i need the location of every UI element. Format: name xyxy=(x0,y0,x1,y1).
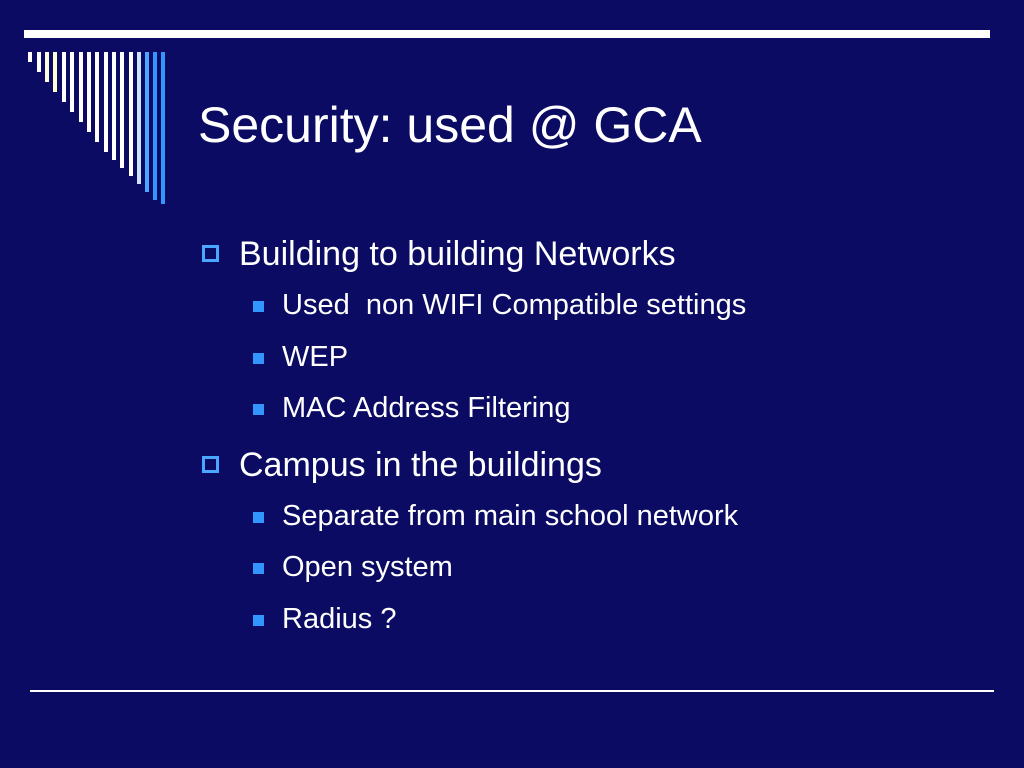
stripe xyxy=(145,52,149,192)
stripe xyxy=(70,52,74,112)
stripe xyxy=(79,52,83,122)
stripe xyxy=(153,52,157,200)
bullet-level2 xyxy=(200,280,990,332)
top-rule xyxy=(24,30,990,38)
bullet-level2 xyxy=(200,332,990,384)
bottom-rule xyxy=(30,690,994,692)
bullet-text: MAC Address Filtering xyxy=(282,392,571,424)
bullet-level2 xyxy=(200,383,990,435)
bullet-level1 xyxy=(200,439,990,491)
stripe xyxy=(120,52,124,168)
bullet-list xyxy=(200,228,990,645)
bullet-heading: Building to building Networks xyxy=(239,235,676,273)
bullet-text: Used non WIFI Compatible settings xyxy=(282,289,747,321)
filled-square-icon xyxy=(253,512,264,523)
hollow-square-icon xyxy=(202,456,219,473)
stripe xyxy=(112,52,116,160)
stripe xyxy=(137,52,141,184)
bullet-level1 xyxy=(200,228,990,280)
bullet-level2 xyxy=(200,491,990,543)
bullet-level2 xyxy=(200,594,990,646)
stripe xyxy=(87,52,91,132)
bullet-heading: Campus in the buildings xyxy=(239,445,602,484)
bullet-text: Radius ? xyxy=(282,602,397,635)
filled-square-icon xyxy=(253,404,264,415)
bullet-text: Open system xyxy=(282,551,453,583)
stripe xyxy=(28,52,32,62)
bullet-text: WEP xyxy=(282,340,349,373)
stripe xyxy=(45,52,49,82)
stripe xyxy=(53,52,57,92)
slide-title: Security: used @ GCA xyxy=(198,97,702,153)
stripe xyxy=(95,52,99,142)
filled-square-icon xyxy=(253,615,264,626)
stripe xyxy=(104,52,108,152)
filled-square-icon xyxy=(253,353,264,364)
stripe xyxy=(129,52,133,176)
filled-square-icon xyxy=(253,301,264,312)
hollow-square-icon xyxy=(202,245,219,262)
bullet-text: Separate from main school network xyxy=(282,499,739,532)
bullet-level2 xyxy=(200,542,990,594)
filled-square-icon xyxy=(253,563,264,574)
stripe xyxy=(62,52,66,102)
stripe xyxy=(161,52,165,204)
stripe xyxy=(37,52,41,72)
